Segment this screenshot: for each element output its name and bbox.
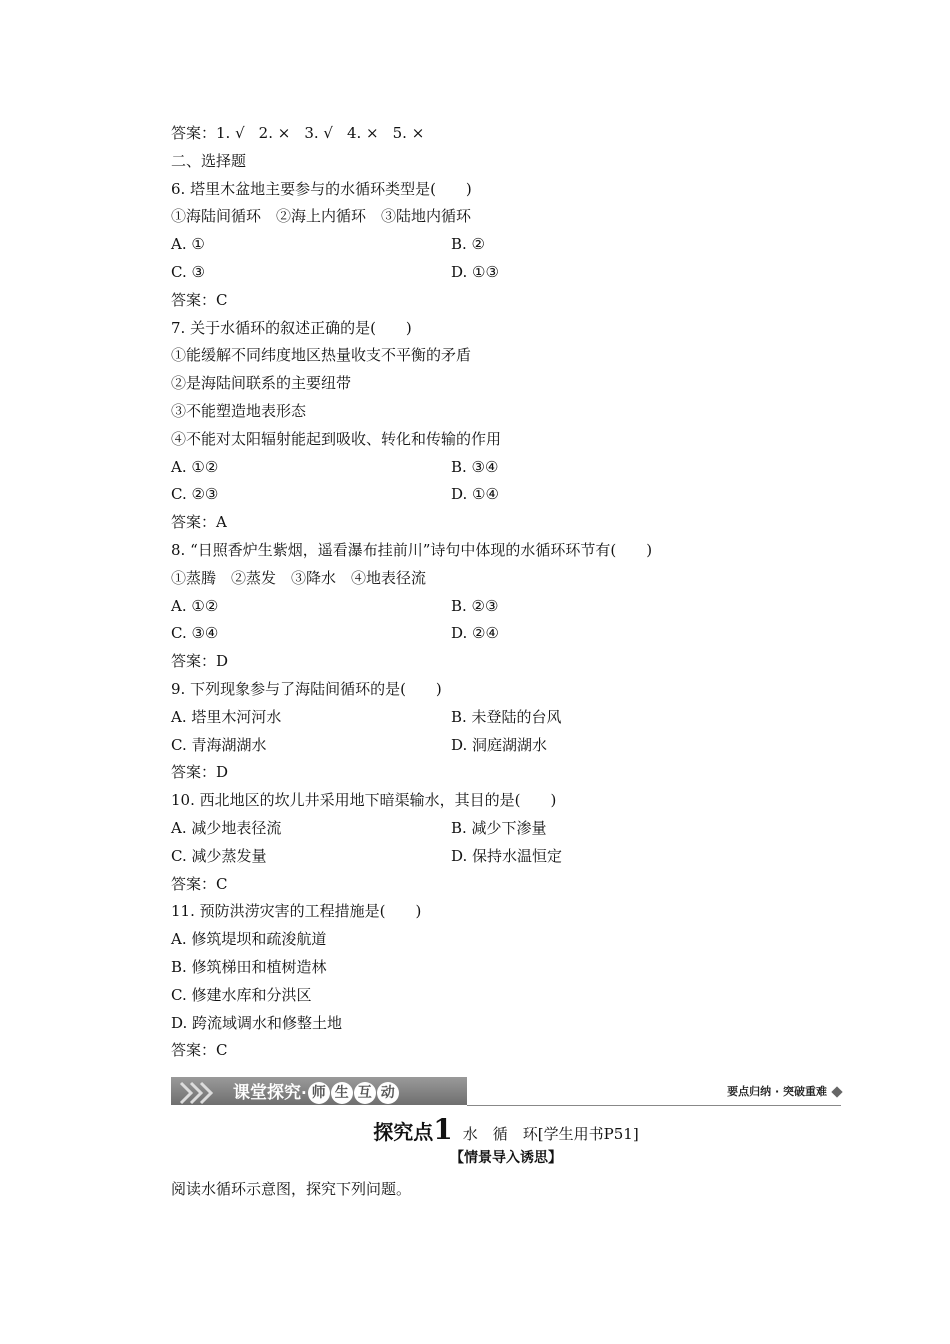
option-right: B. ② (451, 235, 486, 254)
banner-dot: · (301, 1084, 307, 1102)
option-left: A. ① (171, 235, 205, 254)
option-left: C. ③ (171, 262, 205, 281)
text-line: 答案：C (171, 1041, 228, 1060)
option-row (171, 620, 841, 648)
banner-right-text: 要点归纳 · 突破重难 (727, 1085, 827, 1098)
option-left: C. ②③ (171, 485, 219, 504)
text-line: 7. 关于水循环的叙述正确的是( ) (171, 318, 412, 337)
section-number: 1 (433, 1113, 453, 1146)
option-right: B. ③④ (451, 457, 499, 476)
banner-bar (171, 1077, 467, 1105)
option-left: C. ③④ (171, 624, 219, 643)
banner-char-1: 师 (308, 1082, 330, 1104)
answer-item: 1. √ (216, 124, 245, 142)
text-line: A. 修筑堤坝和疏浚航道 (171, 930, 327, 949)
option-left: C. 青海湖湖水 (171, 735, 267, 754)
section-label: 探究点 (373, 1120, 434, 1144)
text-line: 二、选择题 (171, 151, 247, 170)
text-line: 答案：D (171, 652, 229, 671)
intro-text: 阅读水循环示意图，探究下列问题。 (171, 1180, 412, 1198)
option-row (171, 732, 841, 760)
section-name: 水 循 环 (462, 1125, 538, 1143)
text-line: 8. “日照香炉生紫烟，遥看瀑布挂前川”诗句中体现的水循环环节有( ) (171, 540, 653, 559)
option-row (171, 259, 841, 287)
text-line: B. 修筑梯田和植树造林 (171, 957, 327, 976)
text-line: 10. 西北地区的坎儿井采用地下暗渠输水，其目的是( ) (171, 791, 557, 810)
option-row (171, 231, 841, 259)
text-line: 9. 下列现象参与了海陆间循环的是( ) (171, 679, 442, 698)
text-line: ①蒸腾 ②蒸发 ③降水 ④地表径流 (171, 568, 427, 587)
banner-title-text: 课堂探究 (233, 1083, 301, 1103)
banner-char-4: 动 (377, 1082, 399, 1104)
text-line: C. 修建水库和分洪区 (171, 985, 312, 1004)
chevron-right-icon (177, 1081, 217, 1105)
section-title (171, 1115, 841, 1145)
option-right: D. ①③ (451, 262, 499, 281)
text-line: ①能缓解不同纬度地区热量收支不平衡的矛盾 (171, 346, 472, 365)
answer-item: 4. × (346, 124, 379, 142)
text-line: 答案：A (171, 513, 227, 532)
text-line: ③不能塑造地表形态 (171, 401, 307, 420)
option-right: D. 保持水温恒定 (451, 846, 563, 865)
option-right: B. 减少下渗量 (451, 818, 547, 837)
option-right: D. 洞庭湖湖水 (451, 735, 548, 754)
option-row (171, 704, 841, 732)
text-line: 答案：D (171, 763, 229, 782)
section-subtitle: 【情景导入诱思】 (450, 1150, 562, 1166)
text-line: 答案：C (171, 874, 228, 893)
answer-item: 3. √ (304, 124, 333, 142)
diamond-icon (831, 1086, 842, 1097)
option-row (171, 815, 841, 843)
banner-char-3: 互 (354, 1082, 376, 1104)
text-line: 11. 预防洪涝灾害的工程措施是( ) (171, 902, 422, 921)
answer-prefix: 答案： (171, 124, 217, 142)
option-right: B. ②③ (451, 596, 499, 615)
text-line: D. 跨流域调水和修整土地 (171, 1013, 343, 1032)
option-left: A. 减少地表径流 (171, 818, 282, 837)
text-line: 6. 塔里木盆地主要参与的水循环类型是( ) (171, 179, 472, 198)
banner-rule (467, 1105, 841, 1106)
option-left: A. ①② (171, 457, 219, 476)
section-ref: [学生用书P51] (537, 1125, 639, 1143)
banner-char-2: 生 (331, 1082, 353, 1104)
option-row (171, 454, 841, 482)
answer-item: 2. × (258, 124, 291, 142)
text-line: ①海陆间循环 ②海上内循环 ③陆地内循环 (171, 207, 472, 226)
option-row (171, 481, 841, 509)
option-left: A. 塔里木河河水 (171, 707, 282, 726)
question-content (171, 120, 841, 1065)
text-line: ④不能对太阳辐射能起到吸收、转化和传输的作用 (171, 429, 502, 448)
option-left: C. 减少蒸发量 (171, 846, 267, 865)
section-banner (171, 1075, 841, 1107)
option-right: D. ①④ (451, 485, 499, 504)
text-line: 答案：C (171, 290, 228, 309)
answer-item: 5. × (392, 124, 425, 142)
option-row (171, 593, 841, 621)
option-left: A. ①② (171, 596, 219, 615)
option-row (171, 843, 841, 871)
banner-title (233, 1079, 399, 1107)
option-right: D. ②④ (451, 624, 499, 643)
option-right: B. 未登陆的台风 (451, 707, 562, 726)
section-heading (171, 1115, 841, 1171)
answer-line (171, 120, 841, 148)
text-line: ②是海陆间联系的主要纽带 (171, 374, 352, 393)
